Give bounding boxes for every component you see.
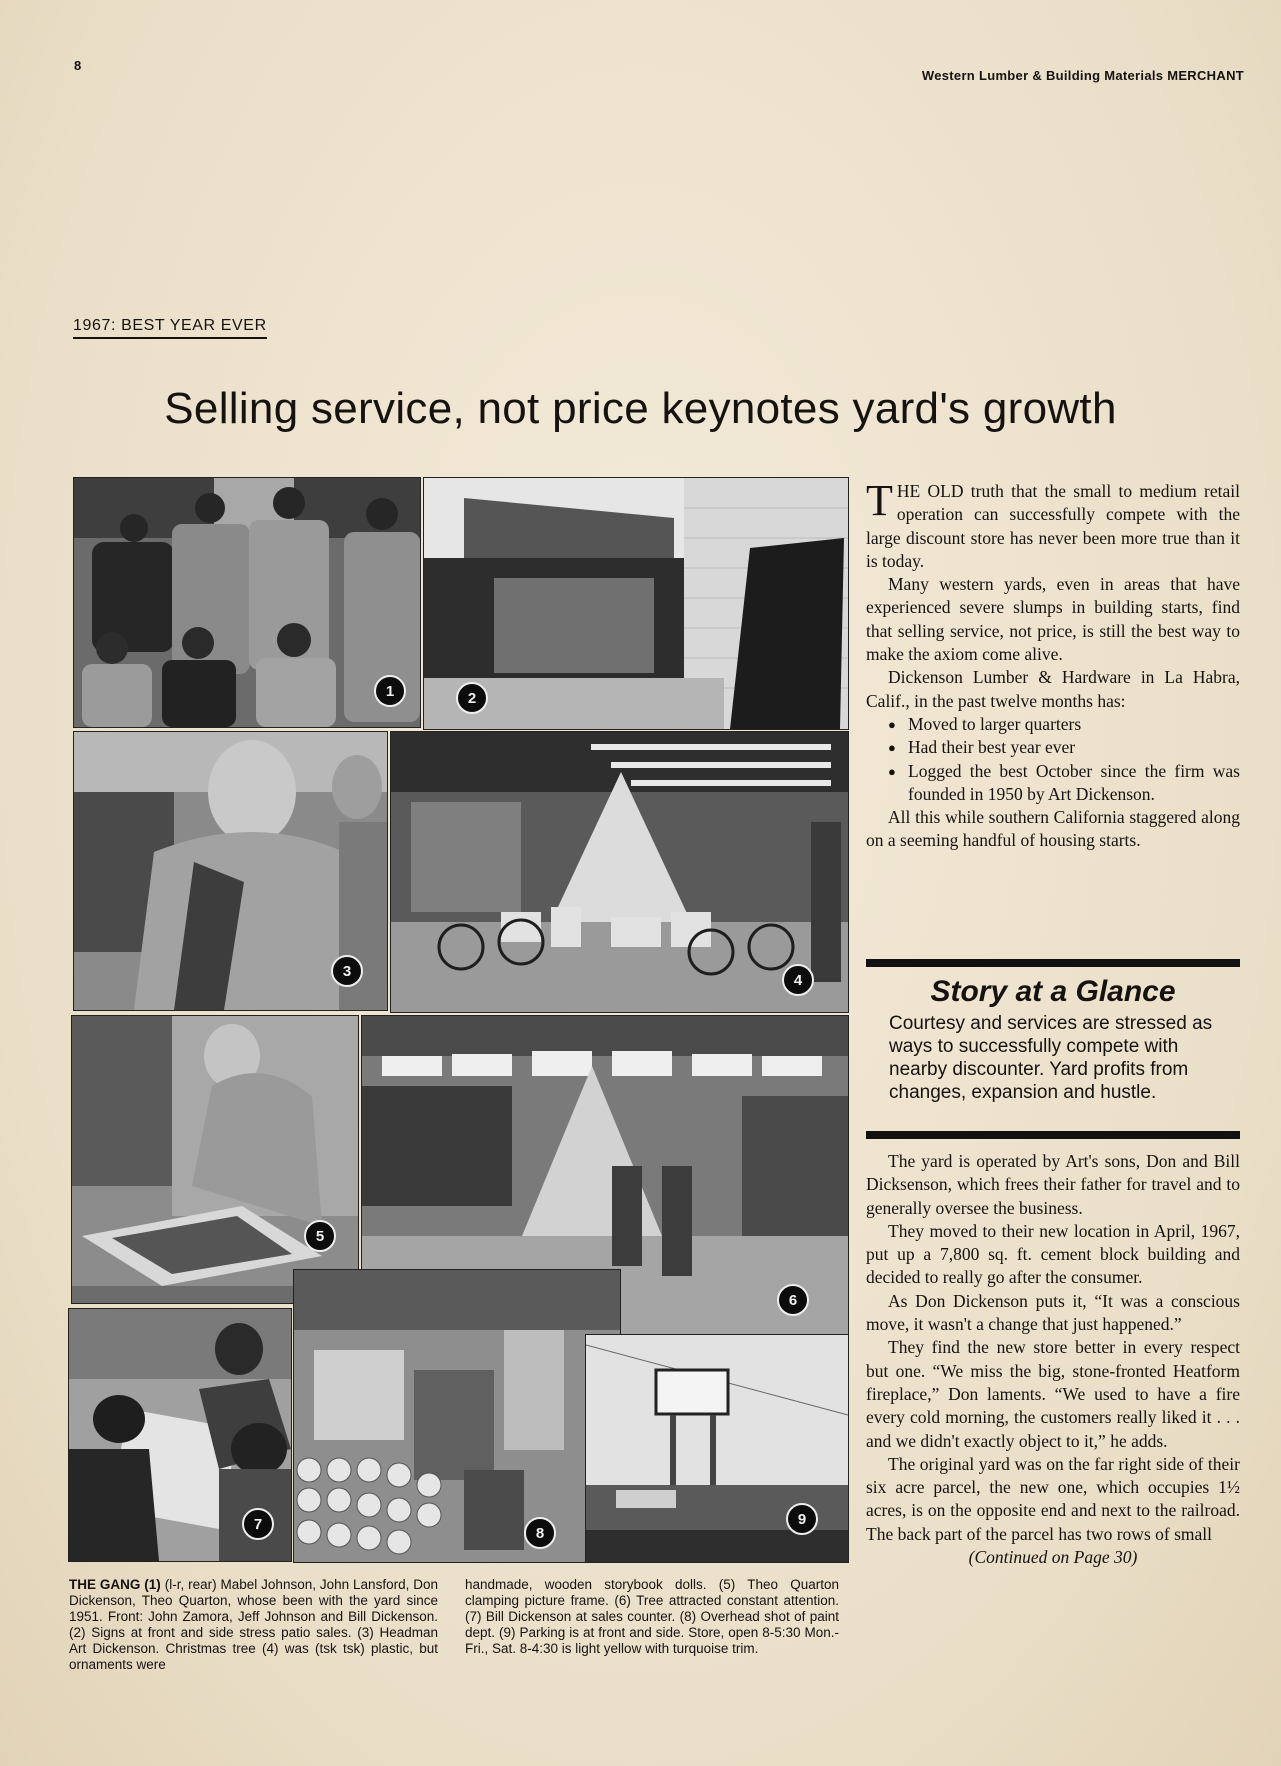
story-bullet: ● Had their best year ever bbox=[888, 736, 1240, 759]
photo-badge-9: 9 bbox=[786, 1503, 818, 1535]
photo-badge-4: 4 bbox=[782, 964, 814, 996]
glance-title: Story at a Glance bbox=[930, 975, 1176, 1008]
story-bullet: ● Logged the best October since the firm was founded in 1950 by Art Dickenson. bbox=[888, 760, 1240, 807]
caption-lead: THE GANG (1) bbox=[69, 1577, 161, 1592]
section-kicker: 1967: BEST YEAR EVER bbox=[73, 317, 267, 339]
photo-badge-3: 3 bbox=[331, 955, 363, 987]
page-number: 8 bbox=[74, 58, 82, 73]
photo-9-parking bbox=[585, 1334, 849, 1563]
photo-badge-5: 5 bbox=[304, 1220, 336, 1252]
continued-line[interactable]: (Continued on Page 30) bbox=[968, 1547, 1138, 1568]
caption-left bbox=[69, 1577, 438, 1673]
caption-right-text: handmade, wooden storybook dolls. (5) Theo Quarton clamping picture frame. (6) Tree attracted constant attention. (7) Bill Dickenson at sales counter. (8) Overhead shot of paint dept. (9) Parking is at front and side. Store, open 8-5:30 Mon.-Fri., Sat. 8-4:30 is light yellow with turquoise trim. bbox=[465, 1577, 839, 1656]
photo-2-storefront bbox=[423, 477, 849, 730]
story-paragraph-2: Many western yards, even in areas that have experienced severe slumps in building starts, find that selling service, not price, is still the best way to make the axiom come alive. bbox=[866, 574, 1240, 665]
photo-7-counter bbox=[68, 1308, 292, 1562]
story2-paragraph-4: They find the new store better in every respect but one. “We miss the big, stone-fronted Heatform fireplace,” Don laments. “We used to have a fire every cold morning, the customers really liked it . . . and we didn't exactly object to it,” he adds. bbox=[866, 1337, 1240, 1451]
story-column-top bbox=[866, 476, 1240, 853]
story-paragraph-4: All this while southern California staggered along on a seeming handful of housing starts. bbox=[866, 807, 1240, 851]
photo-8-image bbox=[294, 1270, 620, 1562]
photo-3-portrait bbox=[73, 731, 388, 1011]
glance-text: Courtesy and services are stressed as ways to successfully compete with nearby discounter. Yard profits from changes, expansion and hustle. bbox=[889, 1013, 1213, 1103]
drop-cap: T bbox=[866, 476, 893, 525]
story-lead-text: HE OLD truth that the small to medium retail operation can successfully compete with the large discount store has never been more true than it is today. bbox=[866, 481, 1240, 571]
photo-badge-2: 2 bbox=[456, 682, 488, 714]
photo-5-frame bbox=[71, 1015, 359, 1304]
photo-badge-8: 8 bbox=[524, 1517, 556, 1549]
article-headline: Selling service, not price keynotes yard's growth bbox=[164, 384, 1117, 433]
photo-4-tree bbox=[390, 731, 849, 1013]
story2-paragraph-3: As Don Dickenson puts it, “It was a conscious move, it wasn't a change that just happened.” bbox=[866, 1290, 1240, 1335]
story-bullet-list bbox=[866, 713, 1240, 806]
photo-8-paint bbox=[293, 1269, 621, 1563]
caption-left-text: (l-r, rear) Mabel Johnson, John Lansford, Don Dickenson, Theo Quarton, whose been with the yard since 1951. Front: John Zamora, Jeff Johnson and Bill Dickenson. (2) Signs at front and side stress patio sales. (3) Headman Art Dickenson. Christmas tree (4) was (tsk tsk) plastic, but ornaments were bbox=[69, 1577, 438, 1672]
story-lead-paragraph bbox=[866, 476, 1240, 573]
photo-badge-7: 7 bbox=[242, 1508, 274, 1540]
photo-badge-6: 6 bbox=[777, 1284, 809, 1316]
photo-4-image bbox=[391, 732, 848, 1012]
caption-right bbox=[465, 1577, 839, 1657]
photo-2-image bbox=[424, 478, 848, 729]
story2-paragraph-2: They moved to their new location in April, 1967, put up a 7,800 sq. ft. cement block building and decided to really go after the consumer. bbox=[866, 1220, 1240, 1288]
photo-badge-1: 1 bbox=[374, 675, 406, 707]
running-head: Western Lumber & Building Materials MERCHANT bbox=[921, 68, 1244, 83]
photo-1-image bbox=[74, 478, 420, 727]
glance-bottom-rule bbox=[866, 1131, 1240, 1139]
story-bullet: ● Moved to larger quarters bbox=[888, 713, 1240, 736]
story-paragraph-3: Dickenson Lumber & Hardware in La Habra, Calif., in the past twelve months has: bbox=[866, 667, 1240, 711]
story2-paragraph-5: The original yard was on the far right side of their six acre parcel, the new one, which occupies 1½ acres, is on the opposite end and next to the railroad. The back part of the parcel has two rows of small bbox=[866, 1453, 1240, 1544]
photo-1-group bbox=[73, 477, 421, 728]
story2-paragraph-1: The yard is operated by Art's sons, Don and Bill Dicksenson, which frees their father for travel and to generally oversee the business. bbox=[866, 1151, 1240, 1218]
story-column-bottom bbox=[866, 1150, 1240, 1569]
photo-5-image bbox=[72, 1016, 358, 1303]
glance-top-rule bbox=[866, 959, 1240, 967]
